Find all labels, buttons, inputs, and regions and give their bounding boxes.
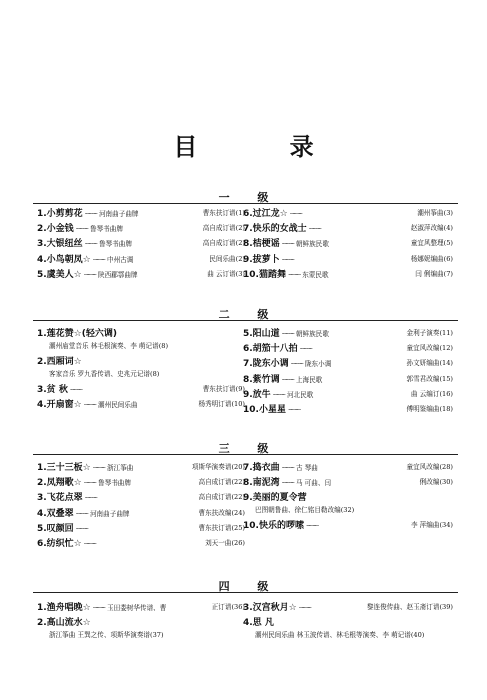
entry-title: 1.三十三板☆ — [37, 463, 91, 473]
page-title: 目 录 — [173, 132, 356, 161]
entry-subline: 潮州庙堂音乐 林毛根演奏、李 萌记谱(8) — [49, 342, 169, 350]
entry-credit: 孙文妍编曲(14) — [406, 359, 453, 368]
toc-entry[interactable] — [243, 493, 453, 515]
entry-title: 3.大银纽丝 — [37, 239, 83, 250]
entry-title: 6.胡笳十八拍 — [243, 344, 298, 355]
leader-dots: ·········· — [289, 210, 303, 218]
leader-dots: ·········· — [84, 240, 97, 249]
entry-credit: 赵淑萍改编(4) — [410, 224, 453, 233]
entry-credit: 李 萍编曲(34) — [410, 521, 453, 530]
toc-entry[interactable] — [37, 225, 245, 234]
leader-dots: ·········· — [84, 210, 97, 218]
toc-entry[interactable] — [37, 525, 245, 534]
entry-credit: 项斯华演奏谱(20) — [191, 463, 245, 471]
entry-credit: 童宜风改编(28) — [406, 463, 453, 471]
leader-dots: ·········· — [298, 604, 312, 612]
toc-entry[interactable] — [243, 210, 453, 219]
entry-source: 鲁琴书曲牌 — [89, 225, 123, 234]
entry-credit: 曹东扶改编(24) — [198, 508, 245, 517]
entry-source: 朝鲜族民歌 — [295, 240, 329, 249]
entry-title: 3.汉宫秋月☆ — [243, 603, 297, 613]
leader-dots: ·········· — [92, 464, 106, 472]
entry-source: 陇东小调 — [304, 360, 332, 369]
level-heading: 四 级 — [218, 580, 281, 593]
toc-entry[interactable] — [37, 271, 245, 280]
leader-dots: ·········· — [272, 390, 285, 399]
entry-title: 6.过江龙☆ — [243, 209, 288, 219]
toc-entry[interactable] — [243, 618, 453, 640]
entry-credit: 曹东扶订谱(9) — [202, 385, 245, 393]
leader-dots: ·········· — [92, 255, 106, 264]
entry-credit: 傅明鉴编曲(18) — [406, 405, 453, 413]
leader-dots: ·········· — [83, 540, 97, 548]
entry-title: 2.小金钱 — [37, 224, 74, 235]
entry-source: 浙江筝曲 — [107, 464, 134, 472]
leader-dots: ·········· — [69, 386, 83, 394]
toc-entry[interactable] — [37, 401, 245, 410]
entry-title: 9.拔萝卜 — [243, 254, 280, 265]
entry-title: 10.猫踏舞 — [243, 269, 286, 280]
entry-source: 潮州民间乐曲 — [98, 401, 138, 410]
entry-credit: 黎连俊传曲、赵玉斋订谱(39) — [366, 603, 453, 611]
entry-credit: 曹东扶订谱(1) — [202, 209, 245, 217]
entry-credit: 高自成订谱(22) — [198, 493, 245, 502]
toc-entry[interactable] — [37, 386, 245, 395]
entry-source: 河南曲子曲牌 — [98, 210, 139, 218]
entry-title: 5.阳山道 — [243, 329, 280, 339]
toc-entry[interactable] — [37, 329, 245, 350]
entry-source: 古 琴曲 — [295, 464, 318, 472]
leader-dots: ·········· — [75, 509, 88, 518]
entry-credit: 高自成订谱(2) — [202, 224, 245, 233]
toc-entry[interactable] — [243, 271, 453, 280]
toc-entry[interactable] — [37, 540, 245, 549]
section-rule — [33, 454, 458, 455]
entry-credit: 童宜风改编(12) — [406, 344, 453, 353]
entry-credit: 正订谱(36) — [211, 603, 245, 611]
toc-entry[interactable] — [243, 256, 453, 265]
entry-source: 河南曲子曲牌 — [89, 509, 130, 518]
entry-source: 东蒙民歌 — [302, 270, 329, 279]
entry-subline: 客家音乐 罗九香传谱、史兆元记谱(8) — [49, 370, 160, 378]
entry-source: 玉田娄树华传谱、曹 — [107, 604, 167, 612]
entry-title: 2.高山流水☆ — [37, 618, 91, 629]
toc-entry[interactable] — [243, 391, 453, 400]
entry-credit: 曲 云编订(16) — [410, 389, 453, 398]
leader-dots: ·········· — [281, 464, 294, 472]
leader-dots: ·········· — [290, 360, 303, 369]
entry-subline: 潮州民间乐曲 林玉波传谱、林毛根等演奏、李 萌记谱(40) — [255, 631, 425, 640]
entry-source: 上海民歌 — [295, 375, 323, 384]
entry-title: 10.小星星 — [243, 405, 286, 415]
level-heading: 三 级 — [218, 442, 281, 455]
entry-credit: 俐改编(30) — [419, 478, 453, 487]
toc-entry[interactable] — [37, 604, 245, 613]
entry-title: 5.叹颜回 — [37, 523, 74, 534]
leader-dots: ·········· — [305, 522, 319, 531]
entry-title: 2.西厢词☆ — [37, 357, 82, 367]
leader-dots: ·········· — [84, 494, 97, 503]
toc-entry[interactable] — [37, 618, 245, 640]
leader-dots: ·········· — [281, 375, 294, 384]
entry-title: 3.贫 秋 — [37, 385, 68, 395]
entry-credit: 刘天一曲(26) — [205, 539, 245, 547]
toc-entry[interactable] — [37, 494, 245, 503]
toc-entry[interactable] — [243, 406, 453, 415]
entry-title: 7.快乐的女战士 — [243, 224, 307, 235]
toc-entry[interactable] — [243, 479, 453, 488]
leader-dots: ·········· — [287, 270, 301, 279]
toc-entry[interactable] — [37, 240, 245, 249]
level-heading: 一 级 — [218, 191, 281, 204]
entry-credit: 高自成订谱(2) — [202, 239, 245, 248]
entry-credit: 童宜风整理(5) — [410, 239, 453, 248]
toc-entry[interactable] — [37, 210, 245, 219]
entry-title: 9.美丽的夏令营 — [243, 493, 307, 504]
entry-title: 4.小鸟朝凤☆ — [37, 254, 91, 265]
toc-entry[interactable] — [243, 522, 453, 531]
level-heading: 二 级 — [218, 308, 281, 321]
leader-dots: ·········· — [308, 225, 321, 234]
toc-entry[interactable] — [243, 330, 453, 339]
leader-dots: ·········· — [299, 345, 312, 354]
entry-credit: 高自成订谱(22) — [198, 478, 245, 487]
section-rule — [33, 592, 458, 593]
entry-subline: 巴图朝鲁曲、徐仁铭目勒改编(32) — [255, 506, 355, 515]
entry-title: 7.捣衣曲 — [243, 463, 280, 473]
leader-dots: ·········· — [83, 479, 97, 488]
entry-title: 8.桔梗谣 — [243, 239, 280, 250]
leader-dots: ·········· — [83, 401, 97, 410]
entry-credit: 杨秀明订谱(10) — [198, 400, 245, 409]
entry-credit: 郭雪君改编(15) — [406, 374, 453, 383]
entry-title: 2.凤翔歌☆ — [37, 478, 82, 489]
leader-dots: ·········· — [281, 240, 294, 249]
section-rule — [33, 320, 458, 321]
toc-entry[interactable] — [243, 604, 453, 613]
entry-source: 陕西郿鄠曲牌 — [98, 270, 138, 279]
entry-credit: 民间乐曲(2) — [209, 254, 245, 263]
toc-entry[interactable] — [37, 479, 245, 488]
entry-title: 10.快乐的啰嗦 — [243, 521, 304, 532]
entry-source: 中州古调 — [107, 255, 134, 264]
toc-entry[interactable] — [37, 357, 245, 378]
entry-title: 4.开扇窗☆ — [37, 400, 82, 411]
toc-entry[interactable] — [37, 464, 245, 473]
toc-entry[interactable] — [37, 510, 245, 519]
entry-title: 4.双叠翠 — [37, 508, 74, 519]
section-rule — [33, 203, 458, 204]
entry-subline: 浙江筝曲 王巽之传、项斯华演奏谱(37) — [49, 631, 164, 640]
entry-title: 4.思 凡 — [243, 618, 274, 629]
toc-entry[interactable] — [37, 256, 245, 265]
entry-title: 6.纺织忙☆ — [37, 539, 82, 549]
entry-credit: 曹东扶订谱(25) — [198, 523, 245, 532]
entry-title: 5.虞美人☆ — [37, 269, 82, 280]
leader-dots: ·········· — [75, 225, 88, 234]
entry-title: 8.紫竹调 — [243, 374, 280, 385]
toc-entry[interactable] — [243, 464, 453, 473]
entry-credit: 曲 云订谱(3) — [207, 269, 245, 278]
entry-source: 鲁琴书曲牌 — [98, 240, 132, 249]
entry-source: 鲁琴书曲牌 — [98, 479, 131, 488]
entry-source: 河北民歌 — [286, 390, 314, 399]
leader-dots: ·········· — [75, 524, 88, 533]
entry-title: 1.小剪剪花 — [37, 209, 83, 219]
entry-credit: 潮州筝曲(3) — [417, 209, 453, 217]
toc-entry[interactable] — [243, 360, 453, 369]
toc-entry[interactable] — [243, 376, 453, 385]
entry-source: 马 可曲、闫 — [295, 479, 332, 488]
leader-dots: ·········· — [281, 255, 294, 264]
leader-dots: ·········· — [281, 479, 294, 488]
entry-credit: 闫 俐编曲(7) — [415, 269, 453, 278]
leader-dots: ·········· — [83, 270, 97, 279]
toc-entry[interactable] — [243, 345, 453, 354]
leader-dots: ·········· — [92, 604, 106, 612]
entry-title: 1.渔舟唱晚☆ — [37, 603, 91, 613]
toc-entry[interactable] — [243, 225, 453, 234]
entry-credit: 金利子演奏(11) — [406, 329, 453, 337]
entry-credit: 杨娜妮编曲(6) — [410, 254, 453, 263]
leader-dots: ·········· — [281, 330, 294, 338]
entry-title: 8.南泥湾 — [243, 478, 280, 489]
entry-title: 1.莲花赞☆(轻六调) — [37, 329, 117, 339]
entry-title: 3.飞花点翠 — [37, 493, 83, 504]
entry-title: 9.放牛 — [243, 389, 271, 400]
entry-title: 7.陇东小调 — [243, 359, 289, 370]
toc-entry[interactable] — [243, 240, 453, 249]
leader-dots: ·········· — [287, 406, 301, 414]
entry-source: 朝鲜族民歌 — [295, 330, 329, 338]
